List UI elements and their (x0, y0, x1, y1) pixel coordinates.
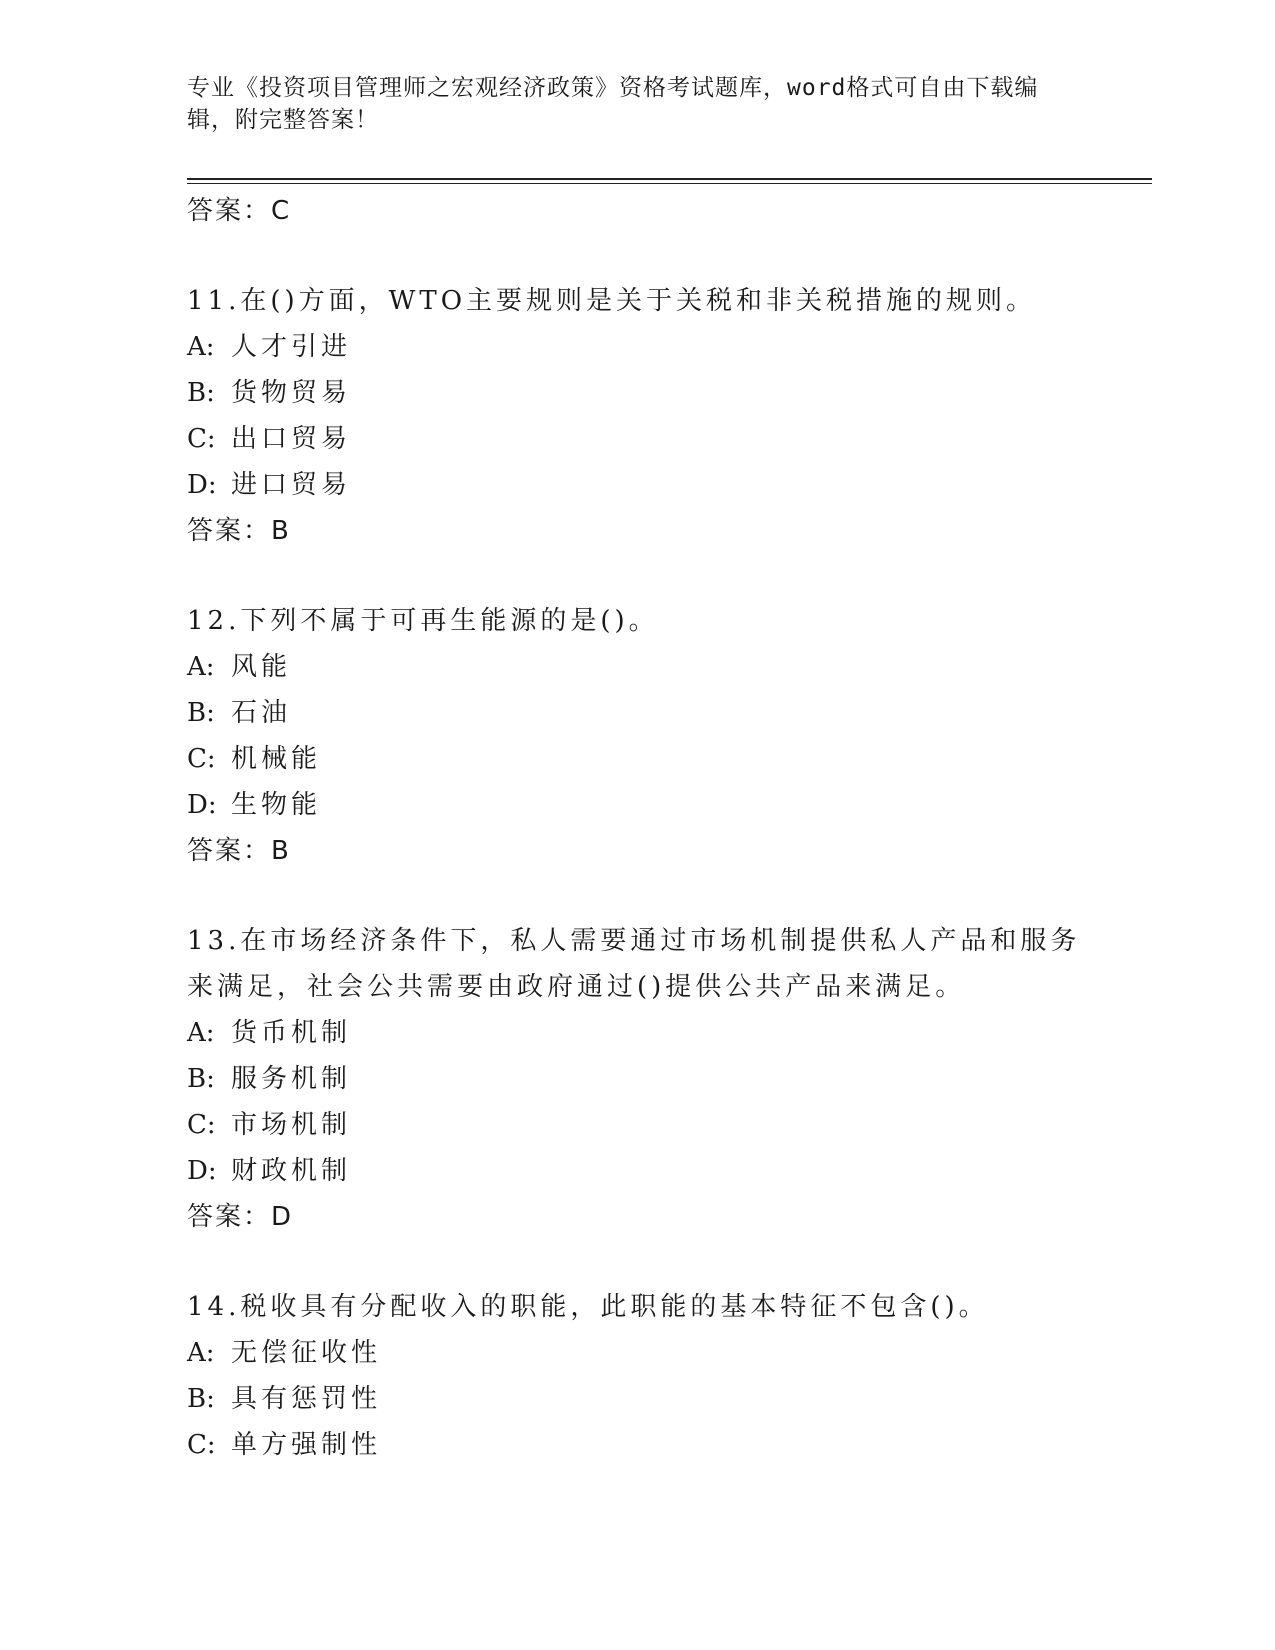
answer-line: 答案：C (187, 196, 292, 226)
option-text: 风能 (231, 652, 292, 682)
header-rule-thick (187, 178, 1152, 180)
option-letter: C: (187, 1430, 216, 1460)
option-letter: D: (187, 790, 217, 820)
option-letter: A: (187, 652, 215, 682)
option-letter: D: (187, 1156, 217, 1186)
answer-line: 答案：B (187, 836, 291, 866)
option-b (187, 690, 1087, 736)
option-c (187, 1422, 1087, 1468)
option-d (187, 782, 1087, 828)
option-letter: B: (187, 698, 215, 728)
header-rule-thin (187, 183, 1152, 184)
option-letter: B: (187, 1064, 215, 1094)
answer-line: 答案：B (187, 516, 291, 546)
option-d (187, 1148, 1087, 1194)
question-stem: 13.在市场经济条件下，私人需要通过市场机制提供私人产品和服务来满足，社会公共需要由政府通过()提供公共产品来满足。 (187, 926, 1081, 1002)
answer-line: 答案：D (187, 1202, 294, 1232)
document-header: 专业《投资项目管理师之宏观经济政策》资格考试题库，word格式可自由下载编辑，附完整答案！ (187, 75, 1039, 133)
option-letter: A: (187, 1338, 215, 1368)
option-letter: B: (187, 378, 215, 408)
option-text: 机械能 (231, 744, 322, 774)
question-stem: 12.下列不属于可再生能源的是()。 (187, 606, 659, 636)
option-text: 进口贸易 (231, 470, 352, 500)
option-letter: C: (187, 744, 216, 774)
option-c (187, 416, 1087, 462)
option-a (187, 644, 1087, 690)
option-letter: C: (187, 1110, 216, 1140)
option-text: 财政机制 (231, 1156, 352, 1186)
option-c (187, 736, 1087, 782)
question-list (187, 188, 1087, 1468)
question-stem: 11.在()方面，WTO主要规则是关于关税和非关税措施的规则。 (187, 286, 1037, 316)
option-letter: A: (187, 1018, 215, 1048)
option-text: 单方强制性 (231, 1430, 382, 1460)
option-text: 出口贸易 (231, 424, 352, 454)
option-b (187, 1056, 1087, 1102)
option-text: 服务机制 (231, 1064, 352, 1094)
option-text: 市场机制 (231, 1110, 352, 1140)
option-letter: C: (187, 424, 216, 454)
option-text: 无偿征收性 (231, 1338, 382, 1368)
option-d (187, 462, 1087, 508)
option-text: 货物贸易 (231, 378, 352, 408)
option-text: 石油 (231, 698, 292, 728)
option-b (187, 370, 1087, 416)
option-b (187, 1376, 1087, 1422)
option-a (187, 1010, 1087, 1056)
option-a (187, 324, 1087, 370)
option-text: 具有惩罚性 (231, 1384, 382, 1414)
option-letter: D: (187, 470, 217, 500)
option-c (187, 1102, 1087, 1148)
option-text: 人才引进 (231, 332, 352, 362)
option-a (187, 1330, 1087, 1376)
question-stem: 14.税收具有分配收入的职能，此职能的基本特征不包含()。 (187, 1292, 989, 1322)
option-text: 生物能 (231, 790, 322, 820)
option-letter: B: (187, 1384, 215, 1414)
option-text: 货币机制 (231, 1018, 352, 1048)
option-letter: A: (187, 332, 215, 362)
